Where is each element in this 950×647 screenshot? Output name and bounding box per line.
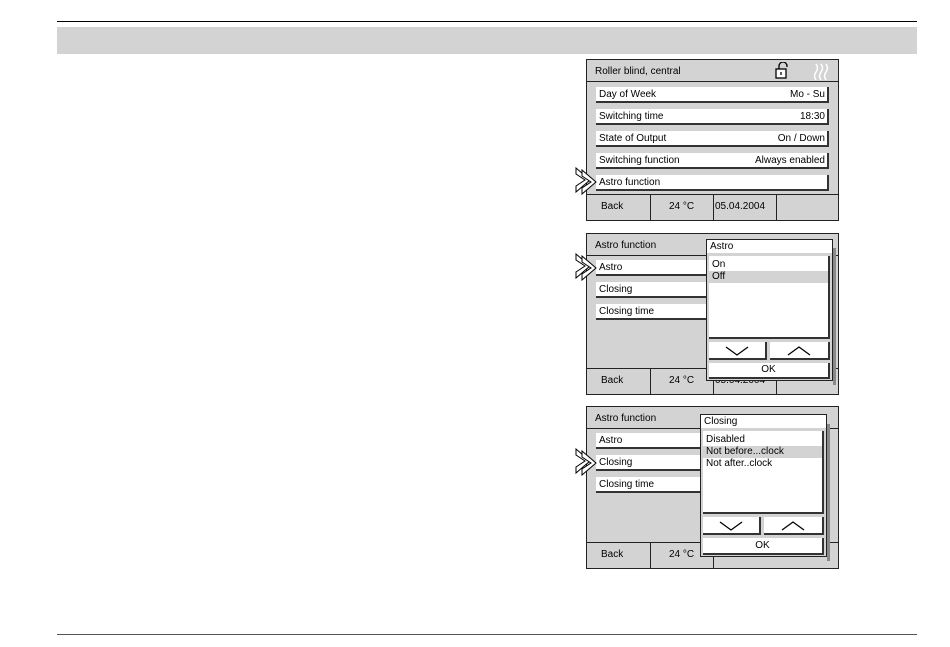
row-astro[interactable] <box>596 433 706 449</box>
option-off[interactable]: Off <box>709 271 828 283</box>
chevron-down-icon <box>718 520 744 532</box>
temperature-value: 24 °C <box>669 549 695 560</box>
row-closing[interactable] <box>596 455 706 471</box>
row-label: Closing <box>599 457 633 468</box>
temperature-value: 24 °C <box>669 375 695 386</box>
row-value: 18:30 <box>799 111 825 122</box>
pointer-arrow-icon <box>574 248 604 288</box>
popup-shadow <box>827 424 830 561</box>
scroll-up-button[interactable] <box>770 342 830 360</box>
option-not-before[interactable]: Not before...clock <box>703 446 822 458</box>
row-astro[interactable] <box>596 260 711 276</box>
ok-button[interactable]: OK <box>703 538 824 555</box>
header-bar <box>57 27 917 54</box>
screen-astro-function-closing <box>586 406 839 569</box>
temperature-value: 24 °C <box>669 201 695 212</box>
row-label: Closing <box>599 284 633 295</box>
back-label: Back <box>601 201 624 212</box>
row-closing-time[interactable] <box>596 477 706 493</box>
row-label: Closing time <box>599 479 655 490</box>
title-divider <box>587 81 838 82</box>
back-button[interactable] <box>587 368 651 394</box>
row-day-of-week[interactable] <box>596 87 829 103</box>
pointer-arrow-icon <box>574 443 604 483</box>
back-label: Back <box>601 549 624 560</box>
row-switching-time[interactable] <box>596 109 829 125</box>
row-label: Switching function <box>599 155 680 166</box>
option-on[interactable]: On <box>712 259 726 270</box>
scroll-up-button[interactable] <box>764 517 824 535</box>
row-value: Mo - Su <box>789 89 825 100</box>
screen-title: Roller blind, central <box>595 66 681 77</box>
option-disabled[interactable]: Disabled <box>706 434 745 445</box>
dropdown-title: Astro <box>707 240 832 253</box>
screen-title: Astro function <box>595 413 657 424</box>
row-label: Astro <box>599 262 623 273</box>
row-label: State of Output <box>599 133 667 144</box>
unlock-icon <box>774 62 792 80</box>
date-display <box>714 194 777 220</box>
screen-astro-function <box>586 233 839 395</box>
chevron-down-icon <box>724 345 750 357</box>
temperature-display <box>651 194 714 220</box>
row-label: Astro <box>599 435 623 446</box>
footer-bar <box>587 194 838 220</box>
temperature-display <box>651 368 714 394</box>
options-list <box>703 431 824 514</box>
row-closing-time[interactable] <box>596 304 711 320</box>
dropdown-title: Closing <box>701 415 826 428</box>
screen-title: Astro function <box>595 240 657 251</box>
back-label: Back <box>601 375 624 386</box>
row-label: Astro function <box>599 177 661 188</box>
screen-roller-blind <box>586 59 839 221</box>
row-state-of-output[interactable] <box>596 131 829 147</box>
row-closing[interactable] <box>596 282 711 298</box>
back-button[interactable] <box>587 542 651 568</box>
astro-dropdown <box>706 239 833 381</box>
options-list <box>709 256 830 339</box>
option-not-after[interactable]: Not after..clock <box>706 458 773 469</box>
row-label: Day of Week <box>599 89 657 100</box>
row-switching-function[interactable] <box>596 153 829 169</box>
chevron-up-icon <box>786 345 812 357</box>
row-value: Always enabled <box>754 155 825 166</box>
row-astro-function[interactable] <box>596 175 829 191</box>
ok-button[interactable]: OK <box>709 363 830 379</box>
top-rule <box>57 21 917 22</box>
popup-shadow <box>833 248 836 385</box>
heating-icon <box>813 62 831 80</box>
bottom-rule <box>57 634 917 635</box>
scroll-down-button[interactable] <box>703 517 761 535</box>
date-value: 05.04.2004 <box>715 201 766 212</box>
row-label: Switching time <box>599 111 664 122</box>
scroll-down-button[interactable] <box>709 342 767 360</box>
closing-dropdown <box>700 414 827 557</box>
pointer-arrow-icon <box>574 162 604 202</box>
row-value: On / Down <box>777 133 825 144</box>
chevron-up-icon <box>780 520 806 532</box>
row-label: Closing time <box>599 306 655 317</box>
